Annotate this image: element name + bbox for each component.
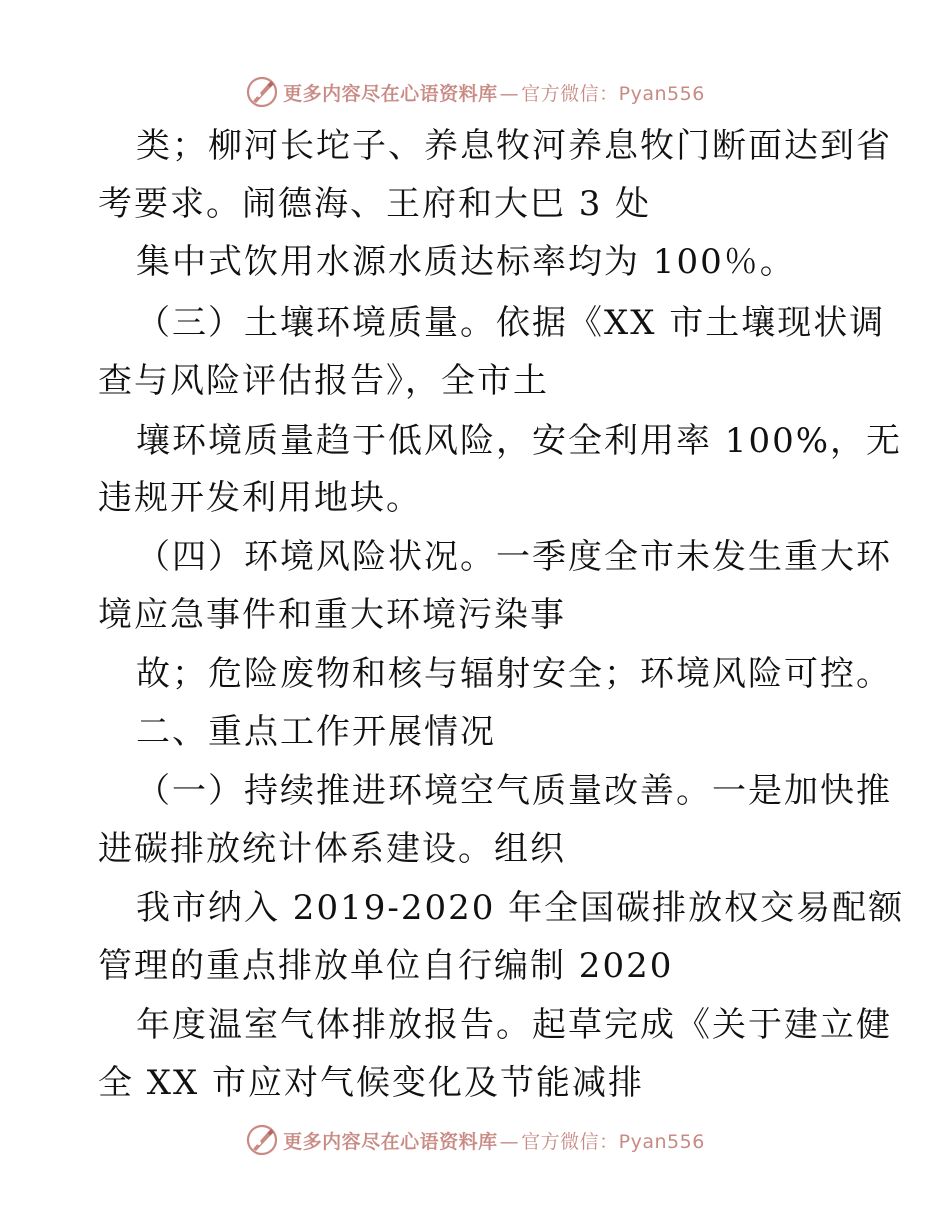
text-line: 查与风险评估报告》，全市土 — [98, 361, 549, 401]
text-line: 境应急事件和重大环境污染事 — [98, 595, 566, 635]
pen-logo-icon — [245, 1123, 279, 1157]
text-line: （三）土壤环境质量。依据《XX 市土壤现状调 — [136, 303, 886, 343]
text-line: 类；柳河长坨子、养息牧河养息牧门断面达到省 — [136, 126, 892, 166]
section-heading: 二、重点工作开展情况 — [136, 712, 496, 752]
text-line: 集中式饮用水源水质达标率均为 100％。 — [136, 242, 796, 282]
text-line: 全 XX 市应对气候变化及节能减排 — [98, 1063, 645, 1103]
text-line: （一）持续推进环境空气质量改善。一是加快推 — [136, 771, 892, 811]
watermark-text: 更多内容尽在心语资料库 — 官方微信：Pyan556 — [283, 82, 705, 105]
pen-logo-icon — [245, 75, 279, 109]
text-line: 进碳排放统计体系建设。组织 — [98, 829, 566, 869]
text-line: 违规开发利用地块。 — [98, 478, 422, 518]
footer-watermark — [0, 1120, 950, 1160]
text-line: 考要求。闹德海、王府和大巴 3 处 — [98, 184, 652, 224]
text-line: 年度温室气体排放报告。起草完成《关于建立健 — [136, 1005, 892, 1045]
text-line: 我市纳入 2019-2020 年全国碳排放权交易配额 — [136, 888, 905, 928]
text-line: 故；危险废物和核与辐射安全；环境风险可控。 — [136, 654, 892, 694]
text-line: 壤环境质量趋于低风险，安全利用率 100%，无 — [136, 421, 903, 461]
header-watermark — [0, 72, 950, 112]
text-line: （四）环境风险状况。一季度全市未发生重大环 — [136, 537, 892, 577]
text-line: 管理的重点排放单位自行编制 2020 — [98, 946, 674, 986]
watermark-text: 更多内容尽在心语资料库 — 官方微信：Pyan556 — [283, 1130, 705, 1153]
